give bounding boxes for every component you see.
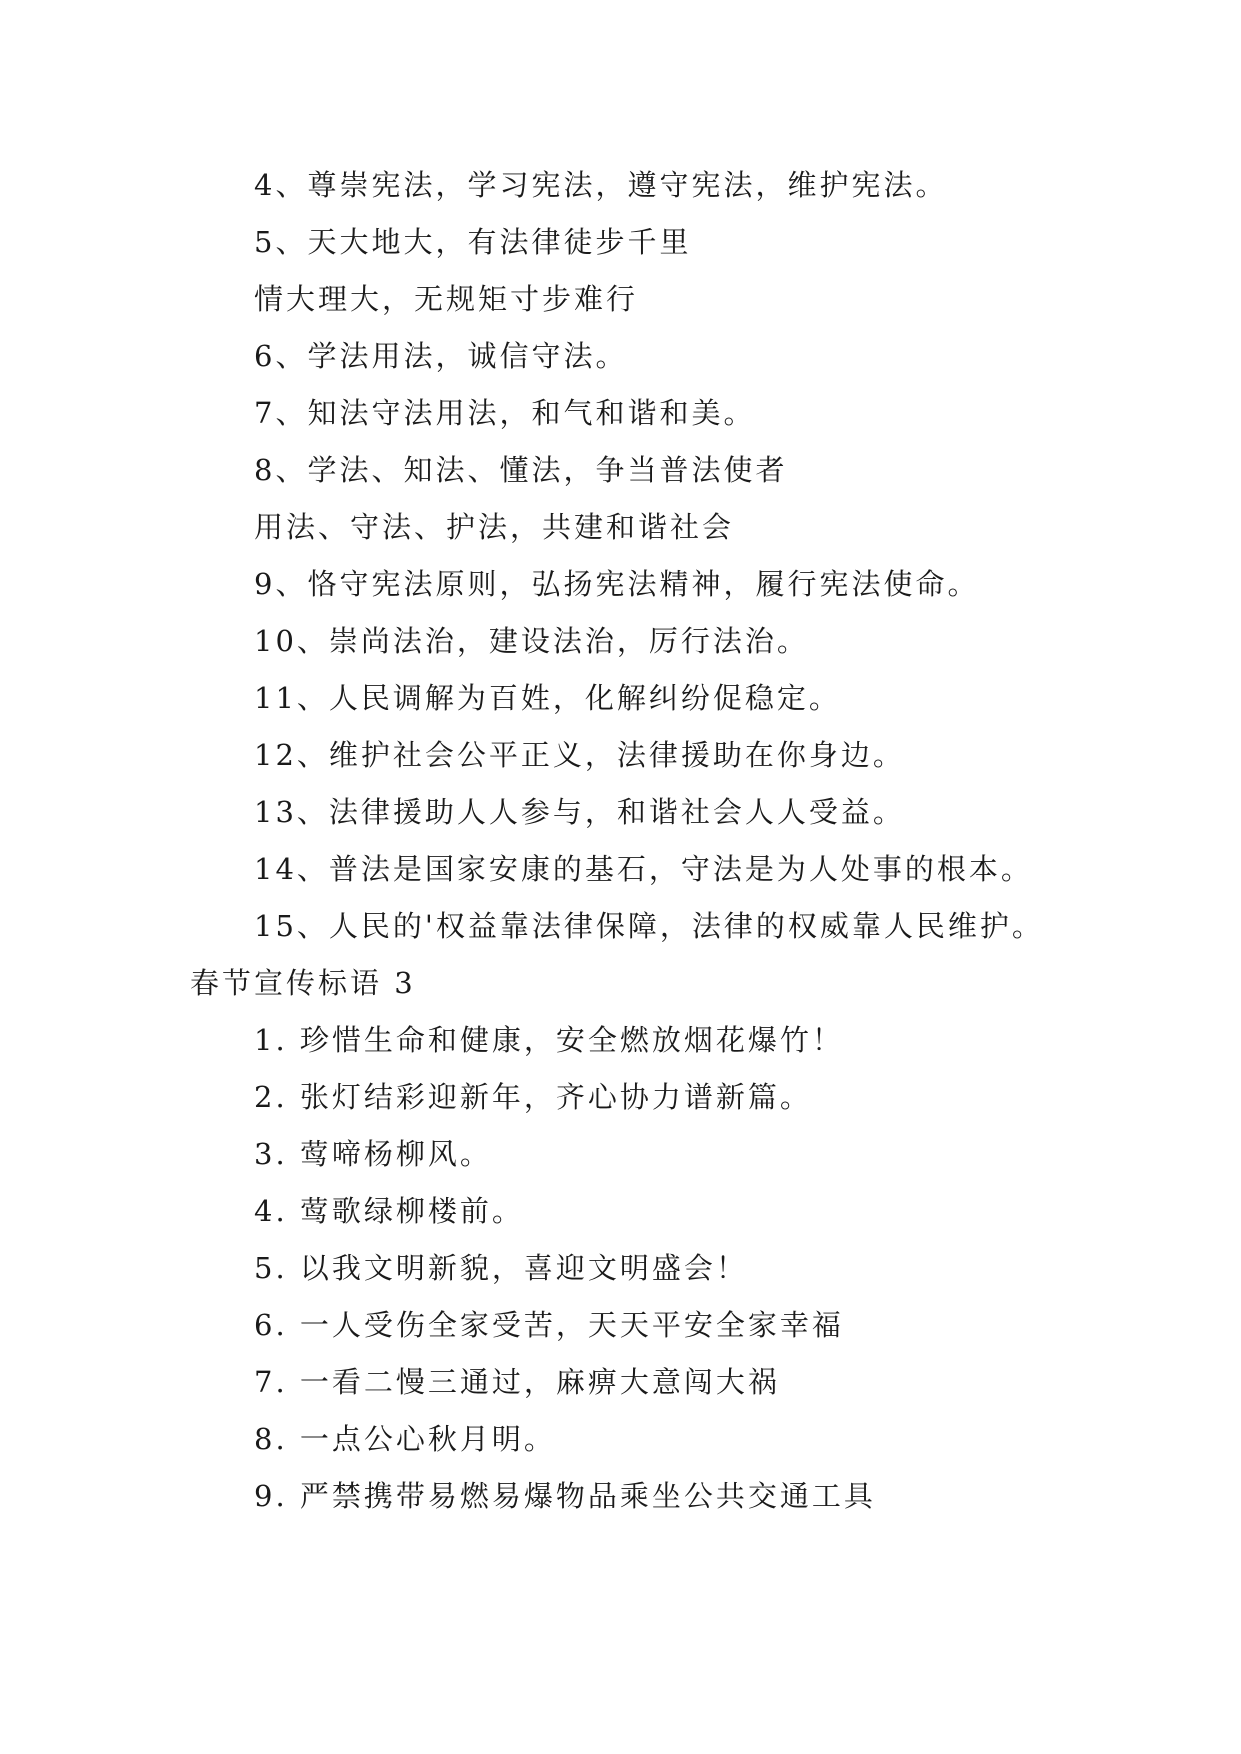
slogan-line: 13、法律援助人人参与，和谐社会人人受益。	[254, 795, 905, 829]
slogan-line: 6. 一人受伤全家受苦，天天平安全家幸福	[254, 1308, 844, 1342]
slogan-line: 8、学法、知法、懂法，争当普法使者	[254, 453, 788, 487]
slogan-line: 6、学法用法，诚信守法。	[254, 339, 628, 373]
slogan-line: 1. 珍惜生命和健康，安全燃放烟花爆竹！	[254, 1023, 844, 1057]
slogan-line: 7、知法守法用法，和气和谐和美。	[254, 396, 756, 430]
slogan-line: 7. 一看二慢三通过，麻痹大意闯大祸	[254, 1365, 780, 1399]
slogan-line: 14、普法是国家安康的基石，守法是为人处事的根本。	[254, 852, 1033, 886]
slogan-line: 15、人民的'权益靠法律保障，法律的权威靠人民维护。	[254, 909, 1044, 943]
slogan-line: 9、恪守宪法原则，弘扬宪法精神，履行宪法使命。	[254, 567, 980, 601]
slogan-line: 12、维护社会公平正义，法律援助在你身边。	[254, 738, 905, 772]
slogan-line: 2. 张灯结彩迎新年，齐心协力谱新篇。	[254, 1080, 812, 1114]
slogan-line: 5、天大地大，有法律徒步千里	[254, 225, 692, 259]
slogan-line: 4. 莺歌绿柳楼前。	[254, 1194, 524, 1228]
section-heading: 春节宣传标语 3	[190, 966, 416, 1000]
slogan-line: 9. 严禁携带易燃易爆物品乘坐公共交通工具	[254, 1479, 876, 1513]
slogan-line: 用法、守法、护法，共建和谐社会	[254, 510, 735, 544]
slogan-line: 4、尊崇宪法，学习宪法，遵守宪法，维护宪法。	[254, 168, 948, 202]
slogan-line: 10、崇尚法治，建设法治，厉行法治。	[254, 624, 809, 658]
slogan-line: 11、人民调解为百姓，化解纠纷促稳定。	[254, 681, 841, 715]
slogan-line: 情大理大，无规矩寸步难行	[254, 282, 639, 316]
slogan-line: 3. 莺啼杨柳风。	[254, 1137, 492, 1171]
slogan-line: 5. 以我文明新貌，喜迎文明盛会！	[254, 1251, 748, 1285]
slogan-line: 8. 一点公心秋月明。	[254, 1422, 556, 1456]
